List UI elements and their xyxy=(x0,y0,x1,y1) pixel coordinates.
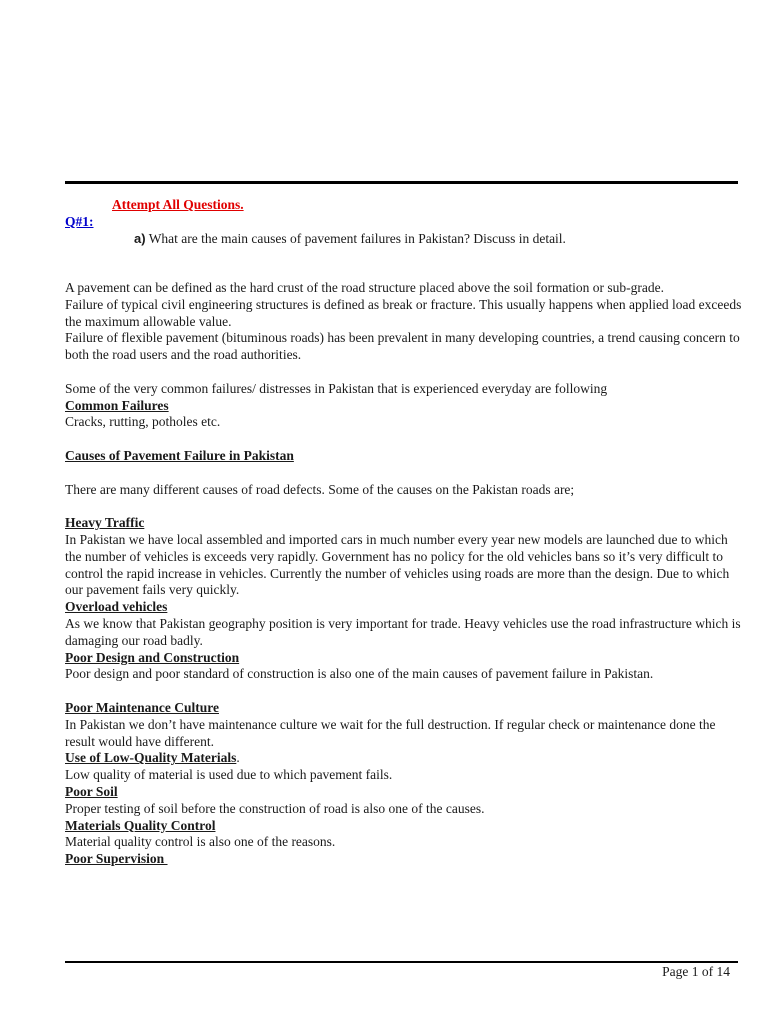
section-heading: Overload vehicles xyxy=(65,599,168,615)
section-heading: Poor Design and Construction xyxy=(65,649,240,665)
common-intro: Some of the very common failures/ distresses in Pakistan that is experienced everyday are following xyxy=(65,380,608,396)
section-text: Material quality control is also one of the reasons. xyxy=(65,834,336,850)
section-heading: Poor Soil xyxy=(65,783,118,799)
section-text: As we know that Pakistan geography position is very important for trade. Heavy vehicles use the road infrastructure which is damaging our road badly. xyxy=(65,615,741,648)
section-text: Cracks, rutting, potholes etc. xyxy=(65,414,221,430)
section-text: Poor design and poor standard of construction is also one of the main causes of pavement failure in Pakistan. xyxy=(65,666,654,682)
page-number: Page 1 of 14 xyxy=(662,964,730,979)
section-heading: Causes of Pavement Failure in Pakistan xyxy=(65,447,294,463)
section-heading: Heavy Traffic xyxy=(65,515,145,531)
section-heading: Common Failures xyxy=(65,397,169,413)
section-heading: Poor Maintenance Culture xyxy=(65,699,219,715)
section-text: In Pakistan we don’t have maintenance culture we wait for the full destruction. If regular check or maintenance done the result would have different. xyxy=(65,716,716,749)
intro-paragraph: A pavement can be defined as the hard crust of the road structure placed above the soil formation or sub-grade. xyxy=(65,280,665,295)
header-rule xyxy=(65,181,738,184)
question-letter: a) xyxy=(134,231,146,246)
question-body: What are the main causes of pavement failures in Pakistan? Discuss in detail. xyxy=(145,231,566,246)
section-text: Proper testing of soil before the construction of road is also one of the causes. xyxy=(65,800,485,816)
intro-paragraph: Failure of typical civil engineering structures is defined as break or fracture. This usually happens when applied load exceeds the maximum allowable value. xyxy=(65,296,742,329)
footer-rule xyxy=(65,961,738,963)
section-heading: Use of Low-Quality Materials xyxy=(65,750,237,766)
section-text: There are many different causes of road defects. Some of the causes on the Pakistan roads are; xyxy=(65,481,575,497)
question-text xyxy=(134,231,566,247)
section-heading: Materials Quality Control xyxy=(65,817,216,833)
answer-body xyxy=(65,280,745,868)
section-heading: Poor Supervision xyxy=(65,851,168,867)
intro-paragraph: Failure of flexible pavement (bituminous roads) has been prevalent in many developing countries, a trend causing concern to both the road users and the road authorities. xyxy=(65,330,740,363)
instruction-heading: Attempt All Questions. xyxy=(112,197,244,212)
section-text: Low quality of material is used due to which pavement fails. xyxy=(65,767,393,783)
section-heading-line xyxy=(65,750,745,767)
section-text: In Pakistan we have local assembled and imported cars in much number every year new models are launched due to which the number of vehicles is exceeds very rapidly. Government has no policy for the old vehicles bans so it’s very difficult to control the rapid increase in vehicles. Currently the number of vehicles using roads are more than the design. Due to which our pavement fails very quickly. xyxy=(65,531,730,598)
heading-suffix: . xyxy=(236,750,240,766)
question-number: Q#1: xyxy=(65,214,94,229)
